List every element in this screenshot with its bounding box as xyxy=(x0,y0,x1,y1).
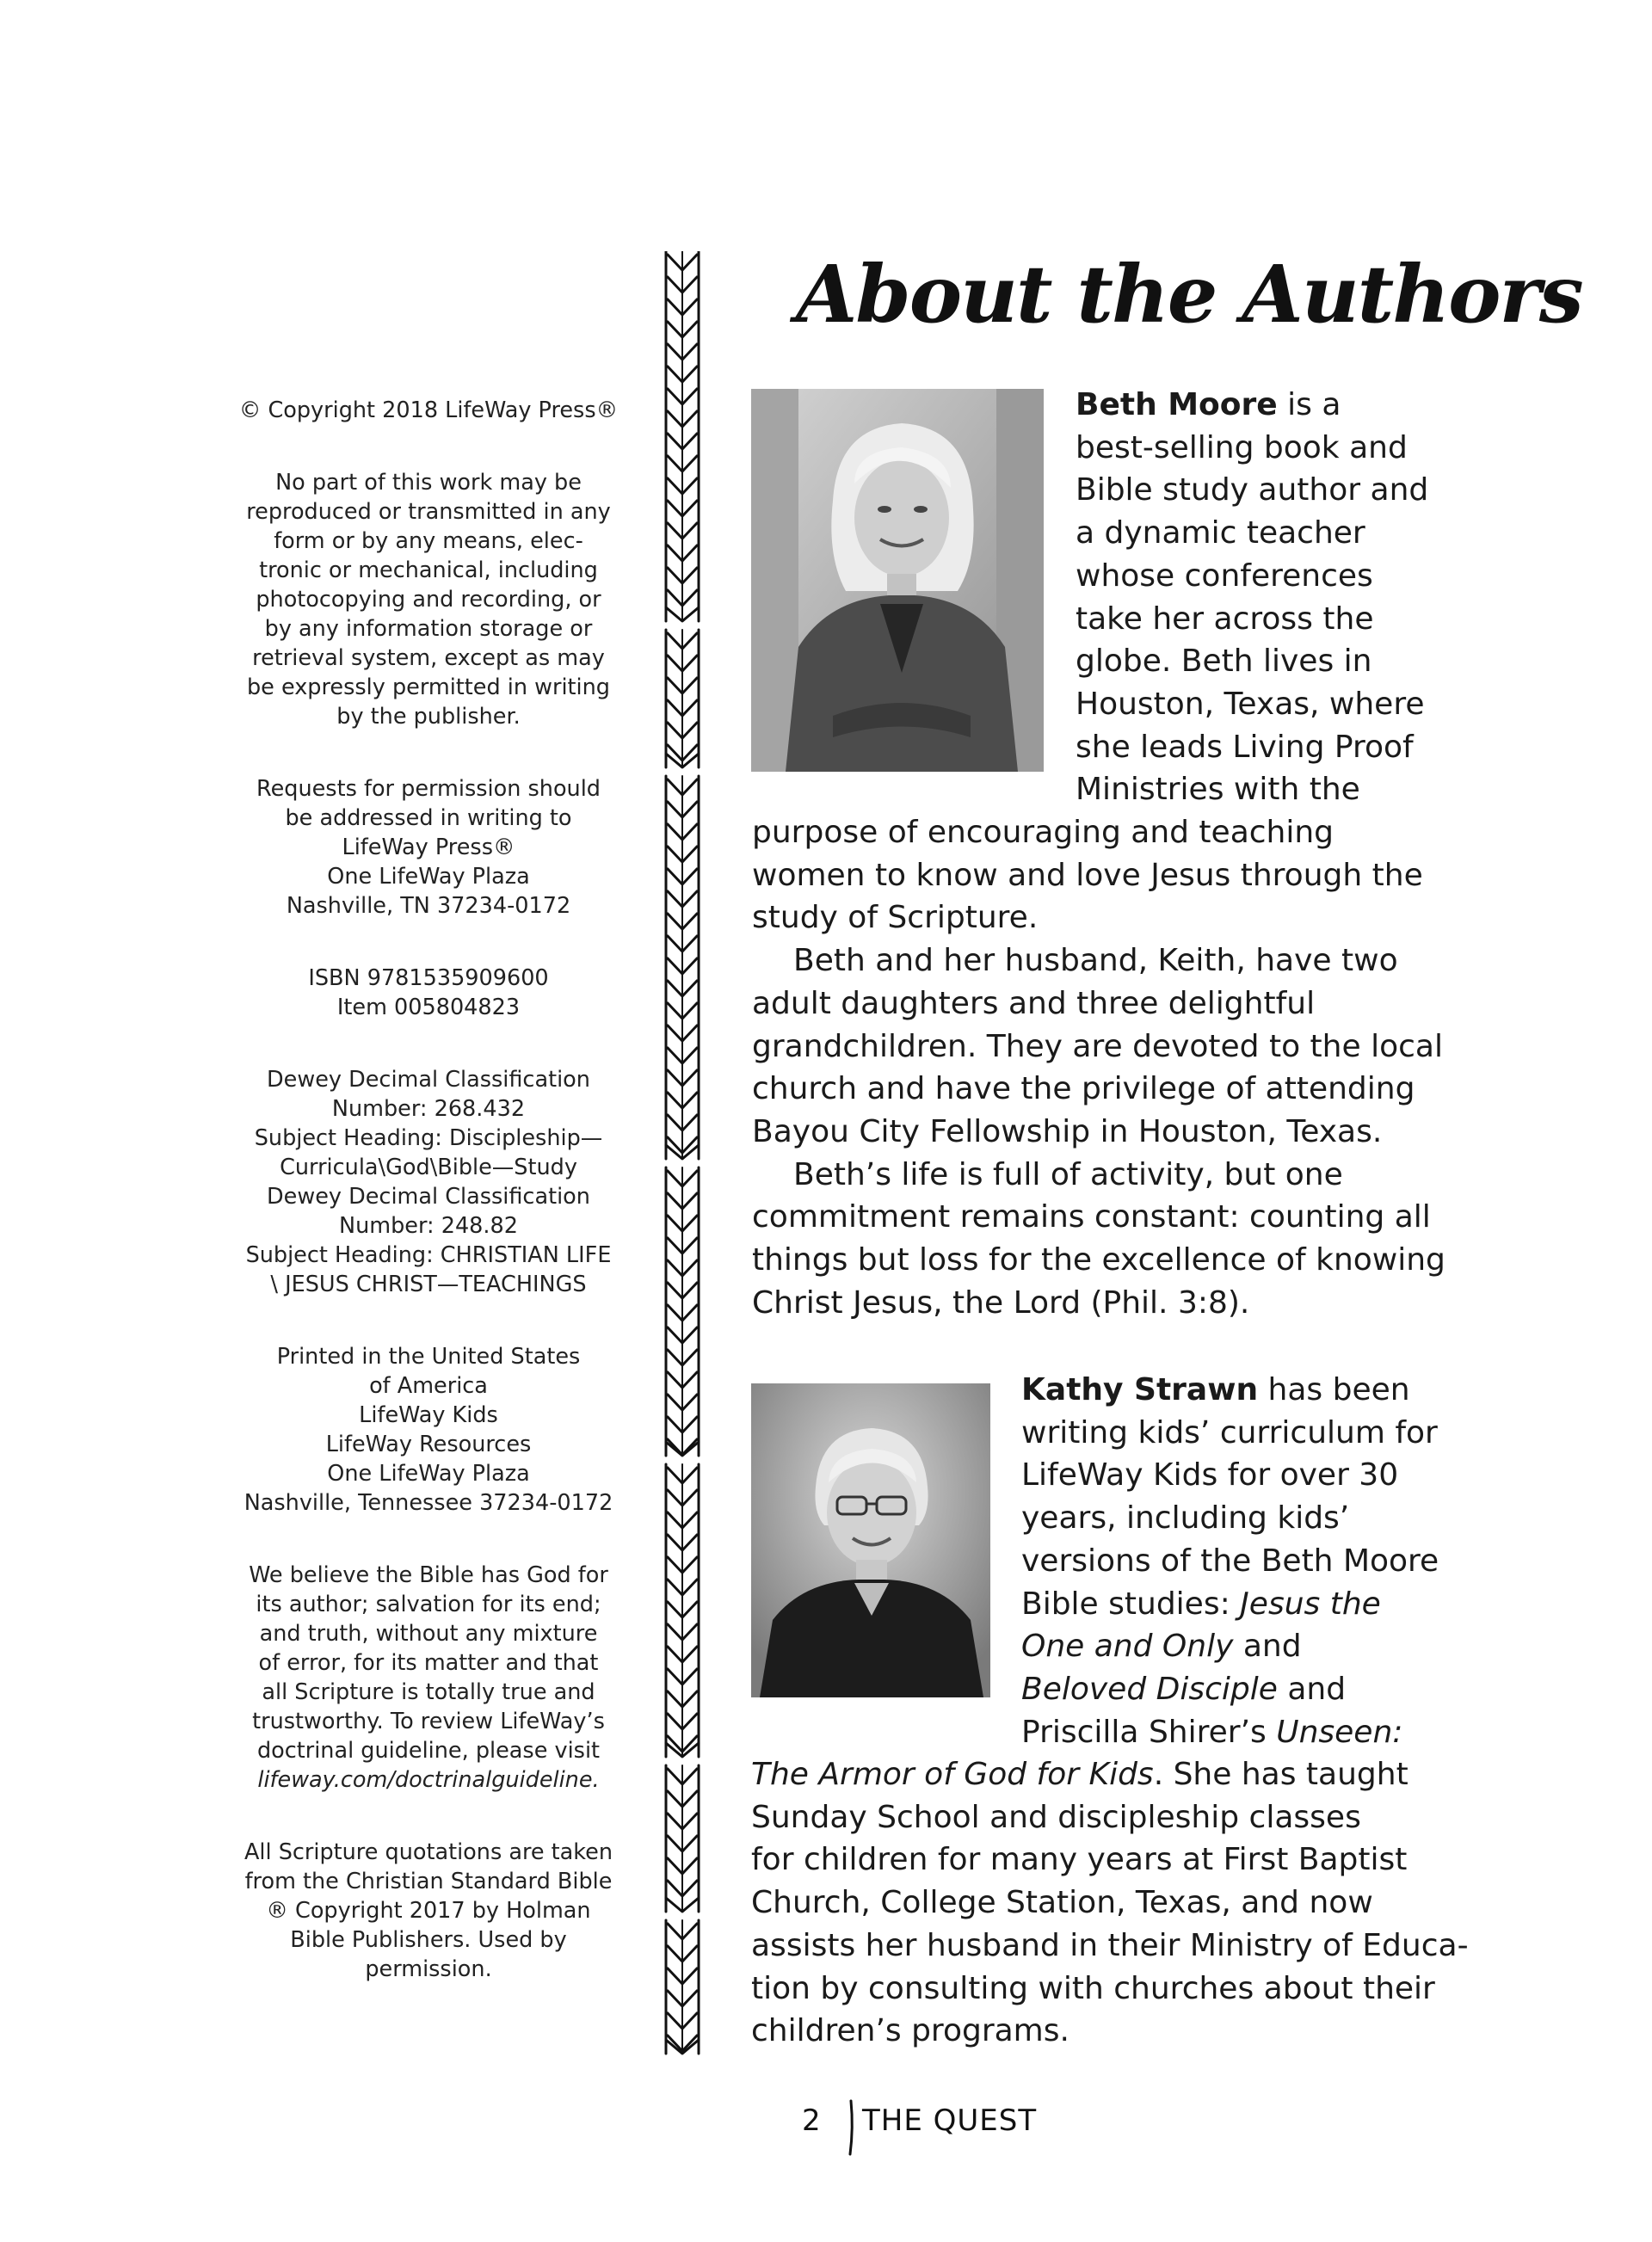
permission-line: be addressed in writing to xyxy=(285,805,572,831)
footer-divider-icon xyxy=(845,2099,857,2156)
printed-line: LifeWay Resources xyxy=(325,1432,532,1457)
doctrinal-guideline-link[interactable]: lifeway.com/doctrinalguideline. xyxy=(257,1767,600,1793)
study-title: Jesus the xyxy=(1240,1586,1381,1622)
beth-name: Beth Moore xyxy=(1076,387,1278,422)
kathy-bio-line xyxy=(1021,1625,1439,1668)
beth-bio-line: Beth and her husband, Keith, have two xyxy=(793,943,1398,979)
rights-line: photocopying and recording, or xyxy=(256,587,601,613)
belief-line: and truth, without any mixture xyxy=(259,1621,598,1647)
kathy-bio-line: tion by consulting with churches about their xyxy=(751,1970,1435,2006)
rights-line: No part of this work may be xyxy=(275,470,582,496)
kathy-bio-line: children’s programs. xyxy=(751,2013,1069,2049)
rights-line: be expressly permitted in writing xyxy=(247,674,610,700)
beth-bio-line: take her across the xyxy=(1076,601,1374,637)
beth-portrait-icon xyxy=(751,389,1044,772)
scripture-notice xyxy=(234,1838,623,1984)
scripture-line: permission. xyxy=(365,1956,492,1982)
beth-bio-line: globe. Beth lives in xyxy=(1076,644,1372,680)
belief-line: trustworthy. To review LifeWay’s xyxy=(252,1709,605,1734)
kathy-bio-line: for children for many years at First Baptist xyxy=(751,1842,1408,1878)
study-title: The Armor of God for Kids xyxy=(751,1757,1154,1792)
rights-line: by any information storage or xyxy=(264,616,593,642)
belief-line: We believe the Bible has God for xyxy=(249,1562,608,1588)
permission-line: Requests for permission should xyxy=(256,776,601,802)
dewey-line: Subject Heading: Discipleship— xyxy=(254,1125,603,1151)
scripture-line: from the Christian Standard Bible xyxy=(244,1869,613,1894)
scripture-line: ® Copyright 2017 by Holman xyxy=(266,1898,591,1924)
about-title-text: About the Authors xyxy=(796,248,1582,341)
rights-line: tronic or mechanical, including xyxy=(259,557,598,583)
study-title: Unseen: xyxy=(1276,1714,1403,1750)
beth-bio-line: Christ Jesus, the Lord (Phil. 3:8). xyxy=(752,1284,1250,1321)
rights-line: reproduced or transmitted in any xyxy=(246,499,611,525)
beth-bio-line: Bible study author and xyxy=(1076,472,1429,508)
dewey-line: Dewey Decimal Classification xyxy=(267,1067,590,1093)
kathy-bio-line xyxy=(1021,1369,1439,1412)
beth-bio-line: women to know and love Jesus through the xyxy=(752,857,1423,893)
kathy-bio-line: writing kids’ curriculum for xyxy=(1021,1414,1438,1451)
kathy-bio-line xyxy=(751,1753,1469,1796)
beth-bio-line: Bayou City Fellowship in Houston, Texas. xyxy=(752,1113,1383,1149)
beth-bio-line: Ministries with the xyxy=(1076,772,1360,808)
beth-bio-line: whose conferences xyxy=(1076,557,1373,594)
rights-line: form or by any means, elec- xyxy=(274,528,583,554)
beth-bio-line: church and have the privilege of attending xyxy=(752,1071,1415,1107)
beth-bio-line: grandchildren. They are devoted to the local xyxy=(752,1028,1443,1064)
beth-bio-line: best-selling book and xyxy=(1076,429,1408,465)
study-title: One and Only xyxy=(1021,1629,1234,1665)
scripture-line: Bible Publishers. Used by xyxy=(290,1927,567,1953)
dewey-line: Subject Heading: CHRISTIAN LIFE xyxy=(245,1242,612,1268)
beth-bio-line: study of Scripture. xyxy=(752,900,1039,936)
kathy-bio-line xyxy=(1021,1668,1439,1711)
kathy-strawn-photo xyxy=(751,1383,990,1697)
book-title: THE QUEST xyxy=(862,2103,1038,2138)
rights-line: retrieval system, except as may xyxy=(252,645,605,671)
beth-bio-line xyxy=(1076,384,1428,427)
permission-line: One LifeWay Plaza xyxy=(327,864,530,890)
about-title xyxy=(796,231,1582,360)
printed-line: LifeWay Kids xyxy=(359,1402,498,1428)
beth-bio-intro xyxy=(1076,384,1428,811)
belief-line: doctrinal guideline, please visit xyxy=(256,1738,601,1764)
kathy-bio-line: Sunday School and discipleship classes xyxy=(751,1799,1361,1835)
beth-bio-body xyxy=(752,811,1446,1324)
kathy-bio-line: versions of the Beth Moore xyxy=(1021,1543,1439,1579)
dewey-block xyxy=(234,1065,623,1299)
kathy-portrait-icon xyxy=(751,1383,990,1697)
permission-line: LifeWay Press® xyxy=(342,835,515,860)
and-word: and xyxy=(1277,1671,1347,1707)
beth-bio-line: things but loss for the excellence of knowing xyxy=(752,1242,1446,1278)
item-number: Item 005804823 xyxy=(336,995,521,1020)
kathy-name: Kathy Strawn xyxy=(1021,1372,1259,1407)
beth-bio-line: adult daughters and three delightful xyxy=(752,985,1316,1021)
kathy-bio-intro xyxy=(1021,1369,1439,1753)
studies-prefix: Bible studies: xyxy=(1021,1586,1241,1622)
study-title: Beloved Disciple xyxy=(1021,1671,1278,1707)
copyright-column xyxy=(234,396,623,2027)
kathy-bio-line xyxy=(1021,1711,1439,1754)
dewey-line: Dewey Decimal Classification xyxy=(267,1184,590,1210)
printed-line: Nashville, Tennessee 37234-0172 xyxy=(243,1490,613,1516)
beth-bio-line: purpose of encouraging and teaching xyxy=(752,815,1335,850)
isbn-block xyxy=(234,964,623,1022)
kathy-bio-line: assists her husband in their Ministry of Educa- xyxy=(751,1927,1469,1963)
and-word: and xyxy=(1233,1629,1302,1665)
printed-line: of America xyxy=(369,1373,488,1399)
permission-line: Nashville, TN 37234-0172 xyxy=(286,893,571,919)
kathy-bio-line xyxy=(1021,1583,1439,1626)
printed-line: One LifeWay Plaza xyxy=(327,1461,530,1487)
belief-line: of error, for its matter and that xyxy=(258,1650,599,1676)
rights-line: by the publisher. xyxy=(336,704,521,730)
isbn: ISBN 9781535909600 xyxy=(308,965,549,991)
beth-bio-line: she leads Living Proof xyxy=(1076,729,1414,765)
beth-after-name: is a xyxy=(1277,387,1341,422)
permission-notice xyxy=(234,774,623,921)
belief-statement xyxy=(234,1561,623,1795)
beth-bio-line: Beth’s life is full of activity, but one xyxy=(793,1156,1343,1192)
decorative-divider xyxy=(661,251,704,2058)
kathy-bio-body xyxy=(751,1753,1469,2053)
dewey-line: Number: 268.432 xyxy=(331,1096,526,1122)
page-number: 2 xyxy=(802,2103,822,2138)
printed-block xyxy=(234,1342,623,1518)
dewey-line: Number: 248.82 xyxy=(339,1213,518,1239)
beth-bio-line: a dynamic teacher xyxy=(1076,515,1365,551)
beth-bio-line: commitment remains constant: counting all xyxy=(752,1199,1431,1235)
rights-notice xyxy=(234,468,623,731)
after-unseen: . She has taught xyxy=(1153,1757,1409,1792)
kathy-bio-line: LifeWay Kids for over 30 xyxy=(1021,1457,1399,1494)
belief-line: all Scripture is totally true and xyxy=(262,1679,595,1705)
beth-bio-line: Houston, Texas, where xyxy=(1076,686,1425,722)
dewey-line: \ JESUS CHRIST—TEACHINGS xyxy=(270,1272,587,1297)
beth-moore-photo xyxy=(751,389,1044,772)
shirer-prefix: Priscilla Shirer’s xyxy=(1021,1714,1277,1750)
kathy-bio-line: years, including kids’ xyxy=(1021,1500,1350,1537)
printed-line: Printed in the United States xyxy=(276,1344,581,1370)
copyright-notice: © Copyright 2018 LifeWay Press® xyxy=(238,397,619,423)
kathy-bio-line: Church, College Station, Texas, and now xyxy=(751,1885,1373,1921)
belief-line: its author; salvation for its end; xyxy=(256,1592,601,1617)
dewey-line: Curricula\God\Bible—Study xyxy=(280,1155,577,1180)
scripture-line: All Scripture quotations are taken xyxy=(243,1839,613,1865)
kathy-after-name: has been xyxy=(1258,1372,1410,1407)
